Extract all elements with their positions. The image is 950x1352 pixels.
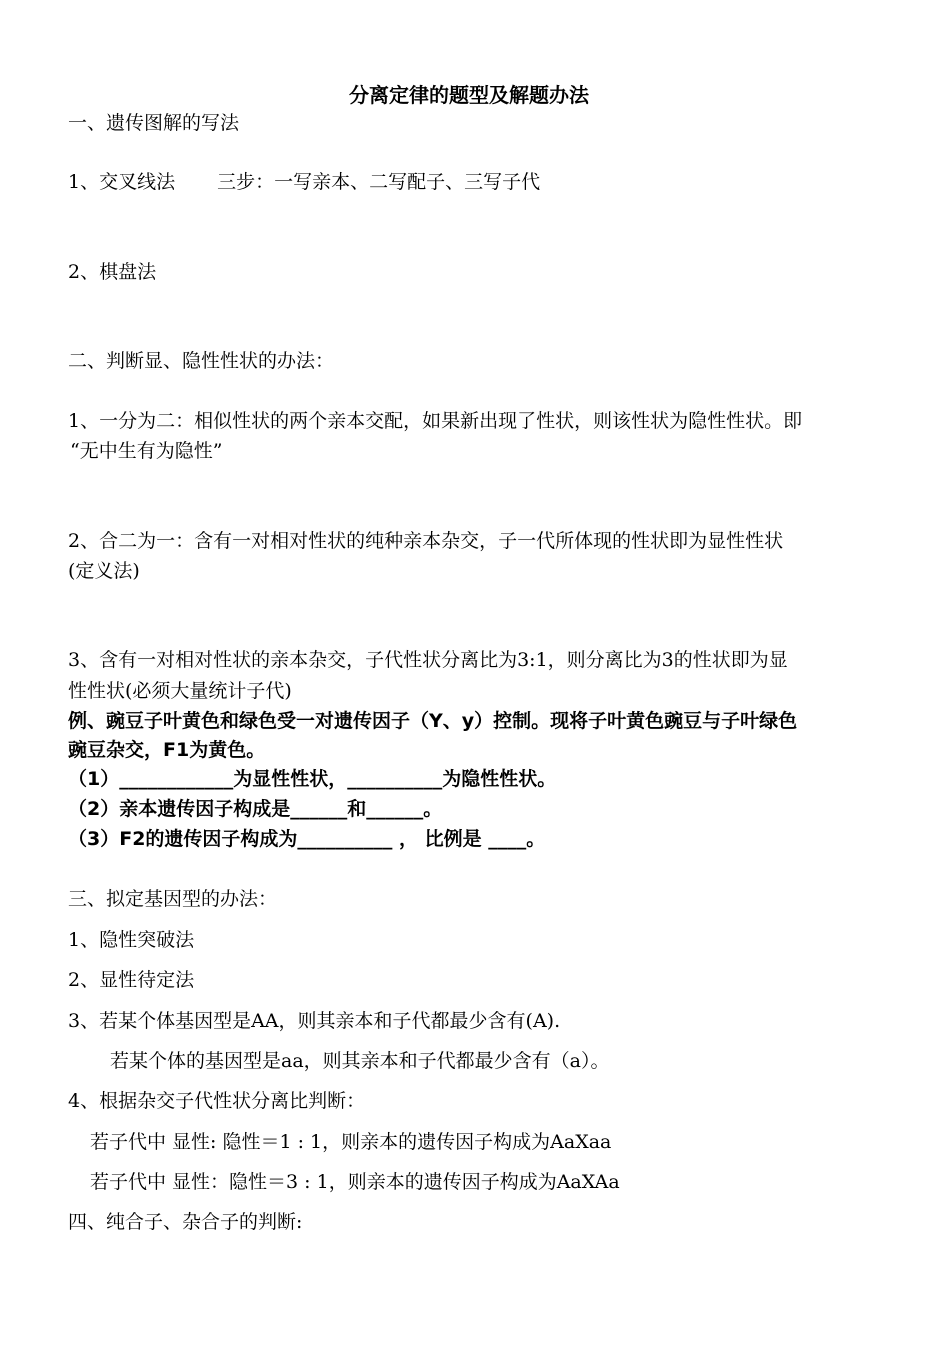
question-1: （1）____________为显性性状，__________为隐性性状。 — [68, 768, 557, 790]
question-2: （2）亲本遗传因子构成是______和______。 — [68, 798, 443, 820]
rule-2-line-2: (定义法) — [68, 560, 140, 582]
section-2-heading: 二、判断显、隐性性状的办法： — [68, 350, 335, 372]
ratio-case-3-1: 若子代中 显性：隐性＝3 : 1，则亲本的遗传因子构成为AaXAa — [90, 1171, 620, 1193]
method-cross-line-steps: 三步：一写亲本、二写配子、三写子代 — [217, 171, 541, 193]
method-3-line-1: 3、若某个体基因型是AA，则其亲本和子代都最少含有(A). — [68, 1010, 561, 1032]
ratio-case-1-1: 若子代中 显性: 隐性＝1 : 1，则亲本的遗传因子构成为AaXaa — [90, 1131, 612, 1153]
example-line-1: 例、豌豆子叶黄色和绿色受一对遗传因子（Y、y）控制。现将子叶黄色豌豆与子叶绿色 — [68, 710, 798, 732]
method-checkerboard: 2、棋盘法 — [68, 261, 157, 283]
question-3: （3）F2的遗传因子构成为__________ ， 比例是 ____。 — [68, 828, 546, 850]
method-recessive-breakthrough: 1、隐性突破法 — [68, 929, 195, 951]
rule-1-line-1: 1、一分为二：相似性状的两个亲本交配，如果新出现了性状，则该性状为隐性性状。即 — [68, 410, 803, 432]
rule-3-line-2: 性性状(必须大量统计子代) — [68, 680, 292, 702]
rule-3-line-1: 3、含有一对相对性状的亲本杂交，子代性状分离比为3:1，则分离比为3的性状即为显 — [68, 649, 788, 671]
rule-2-line-1: 2、合二为一：含有一对相对性状的纯种亲本杂交，子一代所体现的性状即为显性性状 — [68, 530, 784, 552]
rule-1-line-2: “无中生有为隐性” — [70, 440, 223, 462]
method-cross-line — [68, 173, 540, 192]
section-4-heading: 四、纯合子、杂合子的判断: — [68, 1211, 303, 1233]
example-line-2: 豌豆杂交，F1为黄色。 — [68, 739, 266, 761]
section-3-heading: 三、拟定基因型的办法： — [68, 888, 278, 910]
method-dominant-pending: 2、显性待定法 — [68, 969, 195, 991]
page-title: 分离定律的题型及解题办法 — [349, 83, 589, 107]
method-4: 4、根据杂交子代性状分离比判断： — [68, 1090, 366, 1112]
method-3-line-2: 若某个体的基因型是aa，则其亲本和子代都最少含有（a）。 — [110, 1050, 610, 1072]
section-1-heading: 一、遗传图解的写法 — [68, 112, 240, 134]
method-cross-line-label: 1、交叉线法 — [68, 171, 176, 193]
